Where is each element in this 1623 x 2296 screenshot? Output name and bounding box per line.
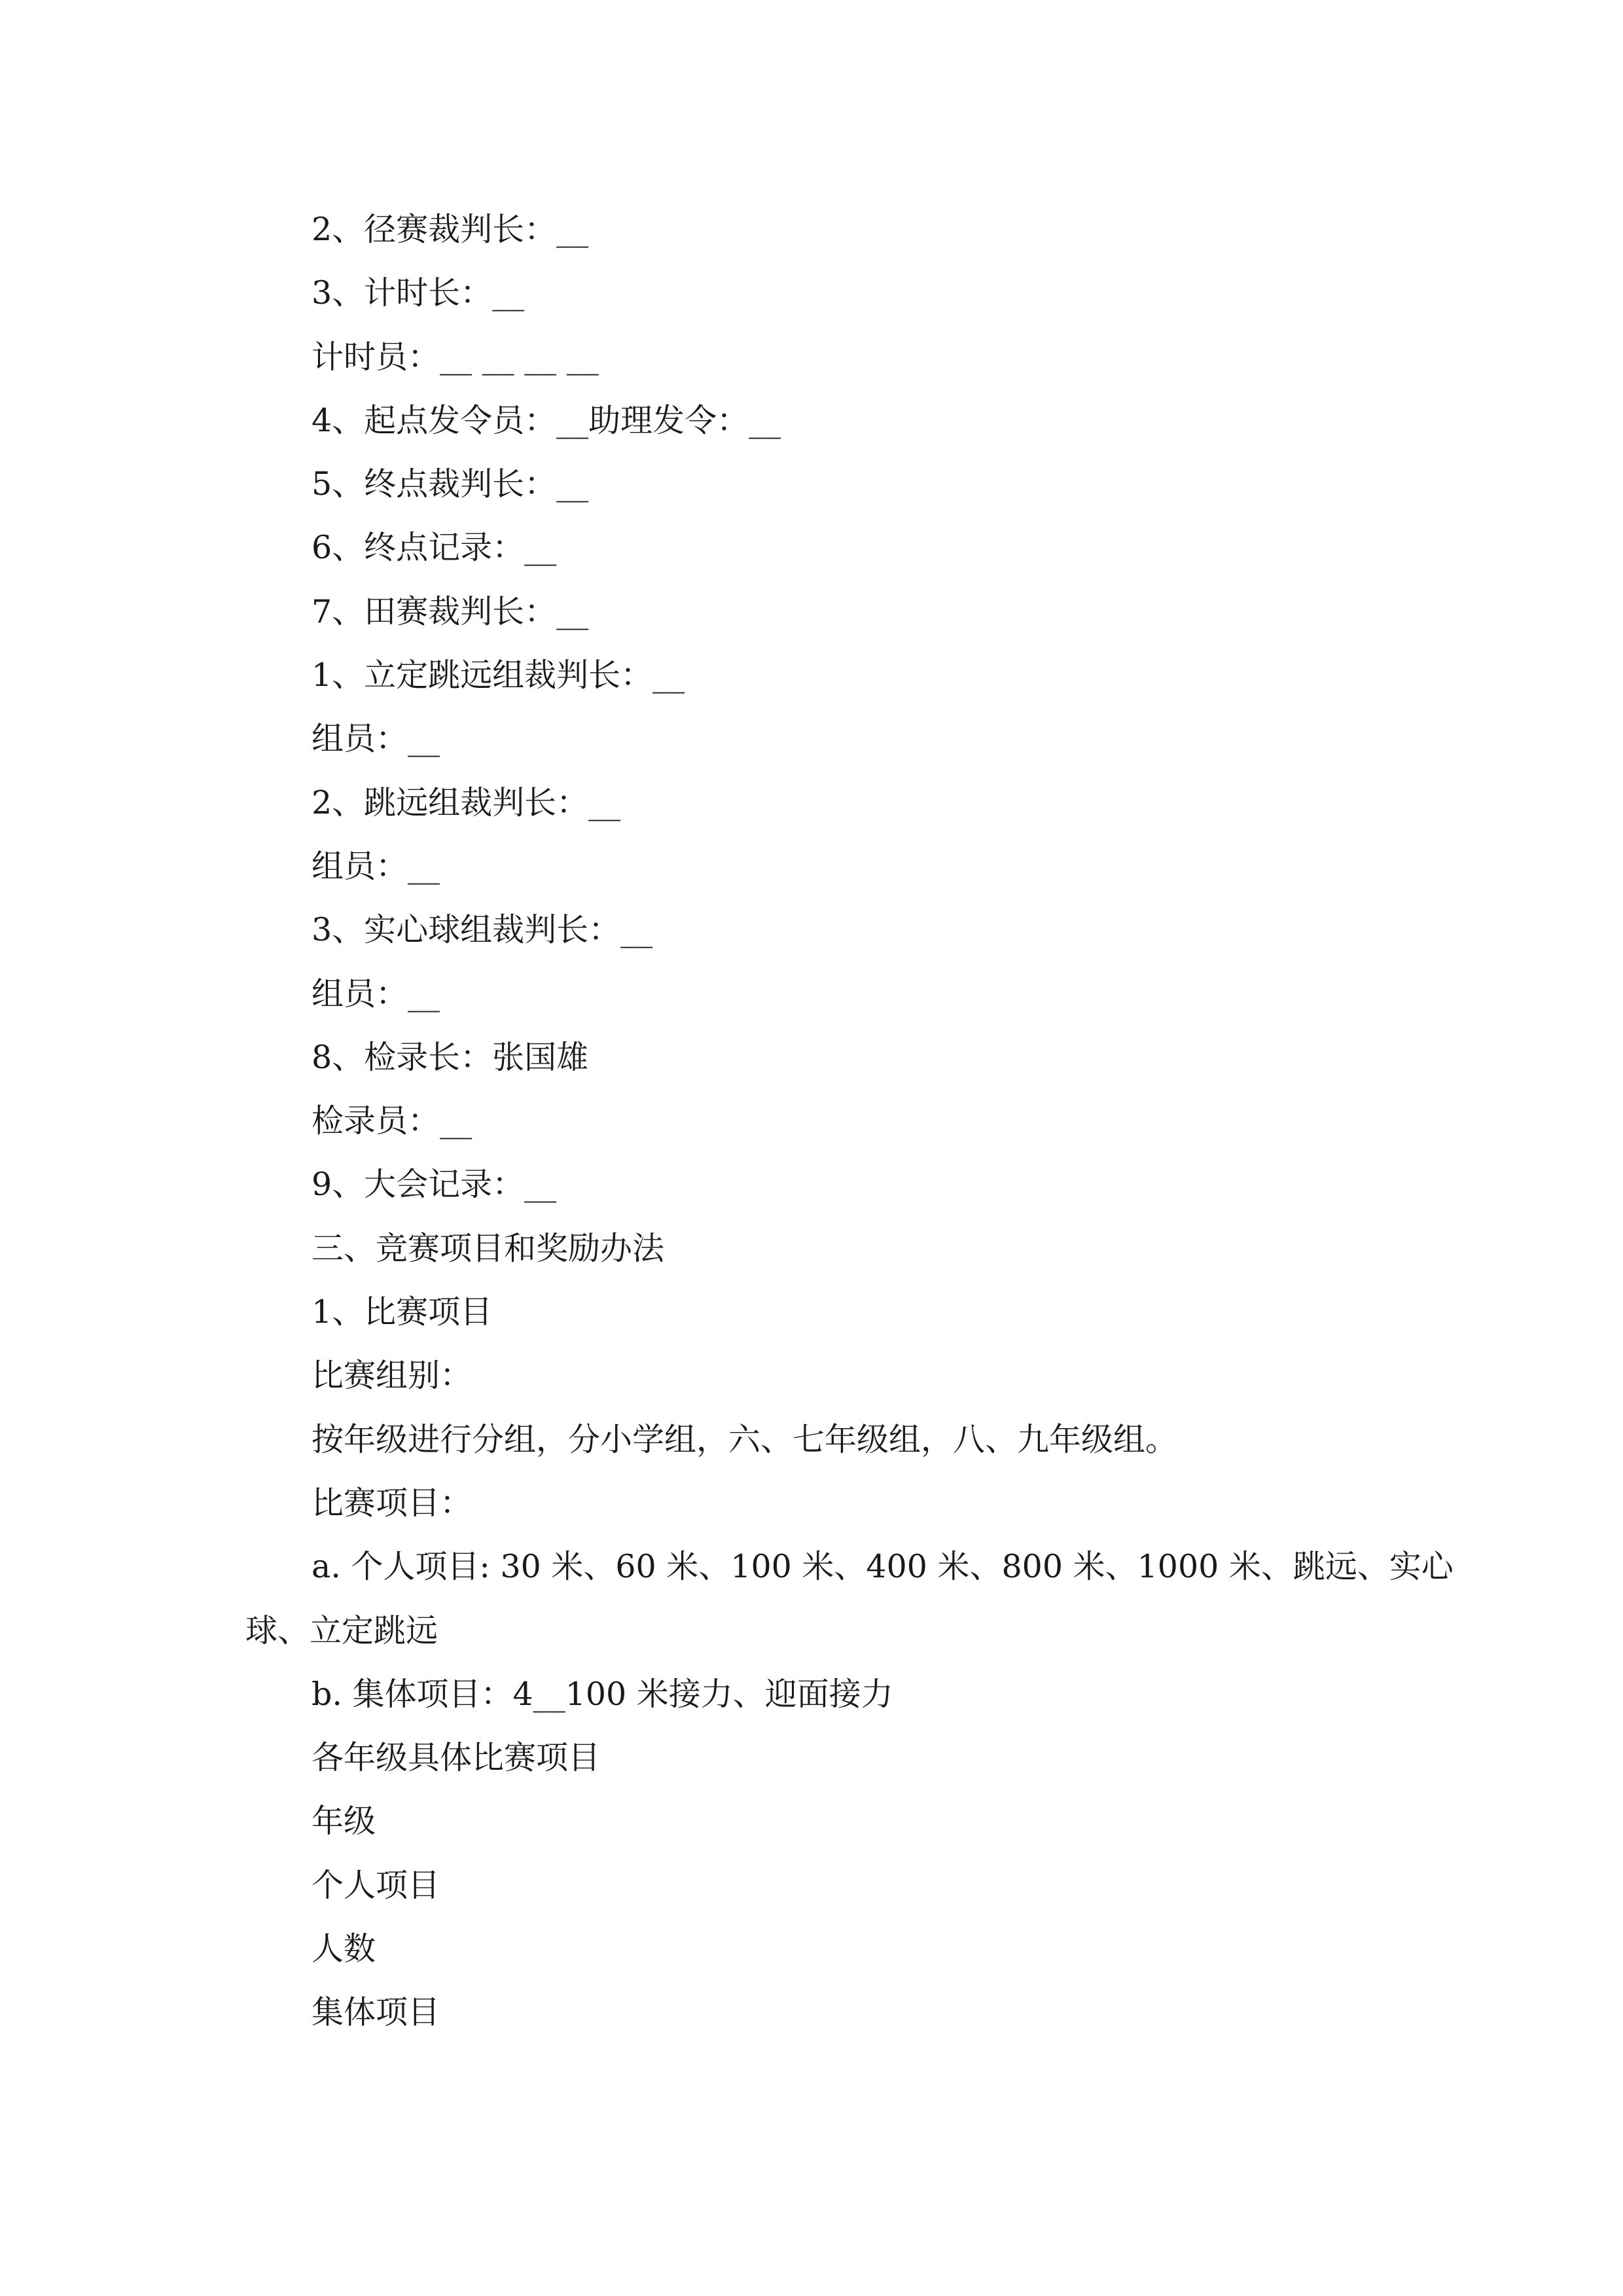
table-header-count: 人数 (312, 1930, 376, 1968)
finish-recorder-line: 6、终点记录：__ (312, 529, 557, 567)
chief-timekeeper-line: 3、计时长：__ (312, 274, 525, 312)
standing-jump-members-line: 组员：__ (312, 720, 440, 758)
standing-jump-chief-line: 1、立定跳远组裁判长：__ (312, 656, 685, 694)
section-heading: 三、竞赛项目和奖励办法 (312, 1229, 665, 1267)
grade-events-heading: 各年级具体比赛项目 (312, 1739, 601, 1777)
medicine-ball-members-line: 组员：__ (312, 975, 440, 1013)
chief-check-in-line: 8、检录长：张国雄 (312, 1038, 589, 1076)
field-chief-referee-line: 7、田赛裁判长：__ (312, 592, 589, 630)
table-header-team: 集体项目 (312, 1994, 440, 2032)
subsection-heading: 1、比赛项目 (312, 1293, 493, 1331)
table-header-grade: 年级 (312, 1803, 376, 1840)
table-header-individual: 个人项目 (312, 1866, 440, 1904)
long-jump-members-line: 组员：__ (312, 847, 440, 885)
individual-events-line: a. 个人项目: 30 米、60 米、100 米、400 米、800 米、1000 米、跳远、实心 (312, 1548, 1454, 1586)
long-jump-chief-line: 2、跳远组裁判长：__ (312, 783, 621, 821)
timekeepers-line: 计时员：__ __ __ __ (312, 338, 599, 376)
competition-events-label: 比赛项目： (312, 1484, 473, 1522)
finish-chief-referee-line: 5、终点裁判长：__ (312, 465, 589, 503)
meet-recorder-line: 9、大会记录：__ (312, 1166, 557, 1204)
competition-groups-text: 按年级进行分组，分小学组，六、七年级组，八、九年级组。 (312, 1420, 1178, 1458)
medicine-ball-chief-line: 3、实心球组裁判长：__ (312, 911, 653, 949)
track-chief-referee-line: 2、径赛裁判长：__ (312, 211, 589, 248)
individual-events-continuation: 球、立定跳远 (245, 1611, 438, 1649)
document-body (0, 198, 1623, 2045)
competition-groups-label: 比赛组别： (312, 1357, 473, 1395)
starter-line: 4、起点发令员：__助理发令：__ (312, 401, 781, 439)
team-events-line: b. 集体项目：4__100 米接力、迎面接力 (312, 1675, 893, 1713)
check-in-staff-line: 检录员：__ (312, 1102, 473, 1140)
